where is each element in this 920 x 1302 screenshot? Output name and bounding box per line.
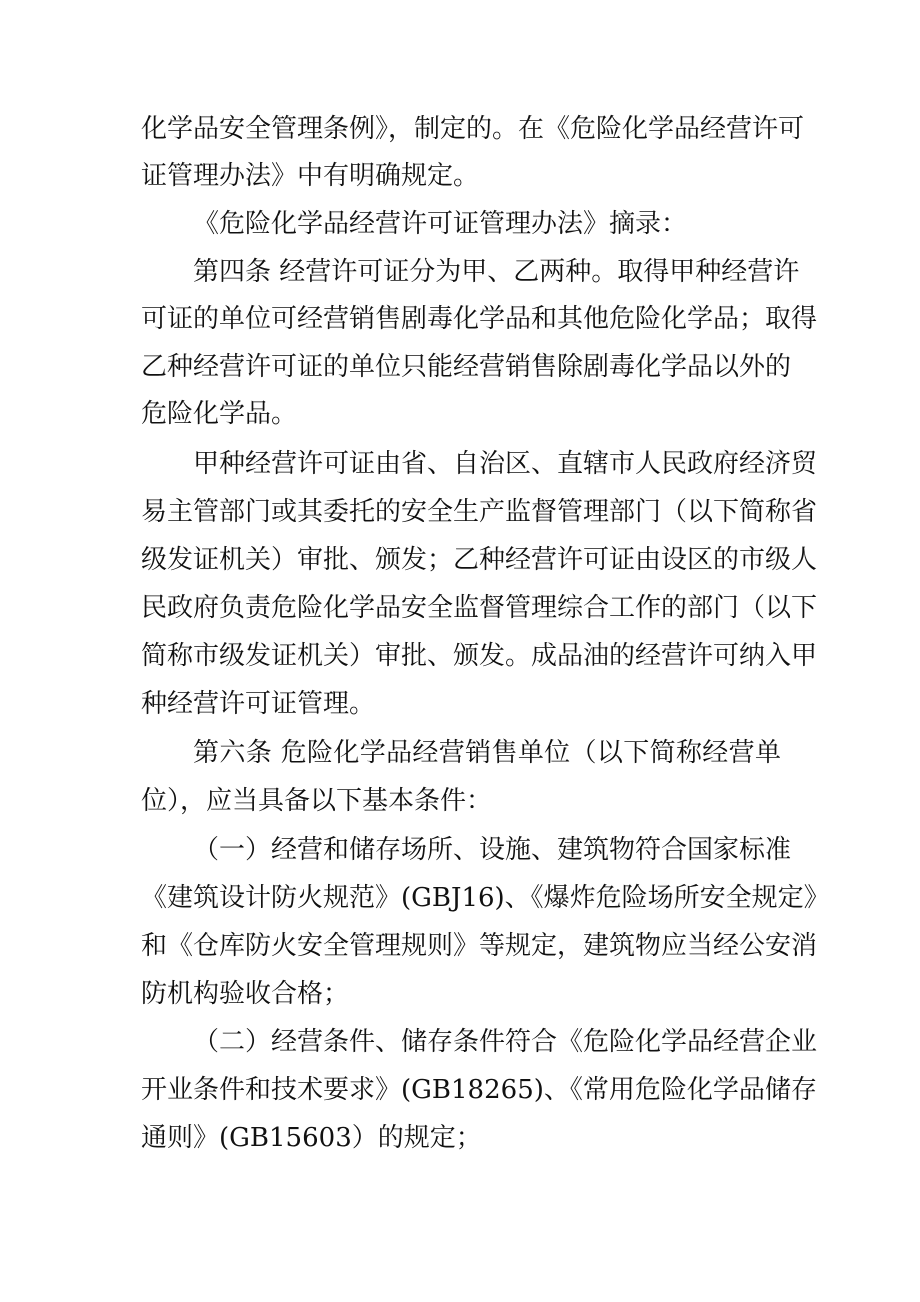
text-line: 通则》(GB15603）的规定； [141, 1123, 482, 1153]
text-line: 乙种经营许可证的单位只能经营销售除剧毒化学品以外的 [141, 352, 792, 382]
text-line: 《危险化学品经营许可证管理办法》摘录： [193, 209, 688, 239]
text-line: 危险化学品。 [141, 399, 298, 429]
text-line: 易主管部门或其委托的安全生产监督管理部门（以下简称省 [141, 497, 818, 527]
text-line: 《建筑设计防火规范》(GBJ16)、《爆炸危险场所安全规定》 [141, 883, 830, 913]
text-line: 位），应当具备以下基本条件： [141, 786, 493, 816]
text-line: （二）经营条件、储存条件符合《危险化学品经营企业 [193, 1027, 818, 1057]
text-line: 种经营许可证管理。 [141, 689, 376, 719]
text-line: 甲种经营许可证由省、自治区、直辖市人民政府经济贸 [193, 449, 818, 479]
text-line: 化学品安全管理条例》，制定的。在《危险化学品经营许可 [141, 114, 805, 144]
text-line: 证管理办法》中有明确规定。 [141, 161, 480, 191]
text-line: （一）经营和储存场所、设施、建筑物符合国家标准 [193, 835, 792, 865]
text-line: 和《仓库防火安全管理规则》等规定，建筑物应当经公安消 [141, 931, 818, 961]
text-line: 第六条 危险化学品经营销售单位（以下简称经营单 [193, 738, 781, 768]
text-line: 第四条 经营许可证分为甲、乙两种。取得甲种经营许 [193, 257, 800, 287]
text-line: 民政府负责危险化学品安全监督管理综合工作的部门（以下 [141, 593, 818, 623]
text-line: 防机构验收合格； [141, 979, 350, 1009]
text-line: 简称市级发证机关）审批、颁发。成品油的经营许可纳入甲 [141, 641, 818, 671]
text-line: 可证的单位可经营销售剧毒化学品和其他危险化学品；取得 [141, 304, 818, 334]
text-line: 级发证机关）审批、颁发；乙种经营许可证由设区的市级人 [141, 545, 818, 575]
text-line: 开业条件和技术要求》(GB18265)、《常用危险化学品储存 [141, 1075, 817, 1105]
